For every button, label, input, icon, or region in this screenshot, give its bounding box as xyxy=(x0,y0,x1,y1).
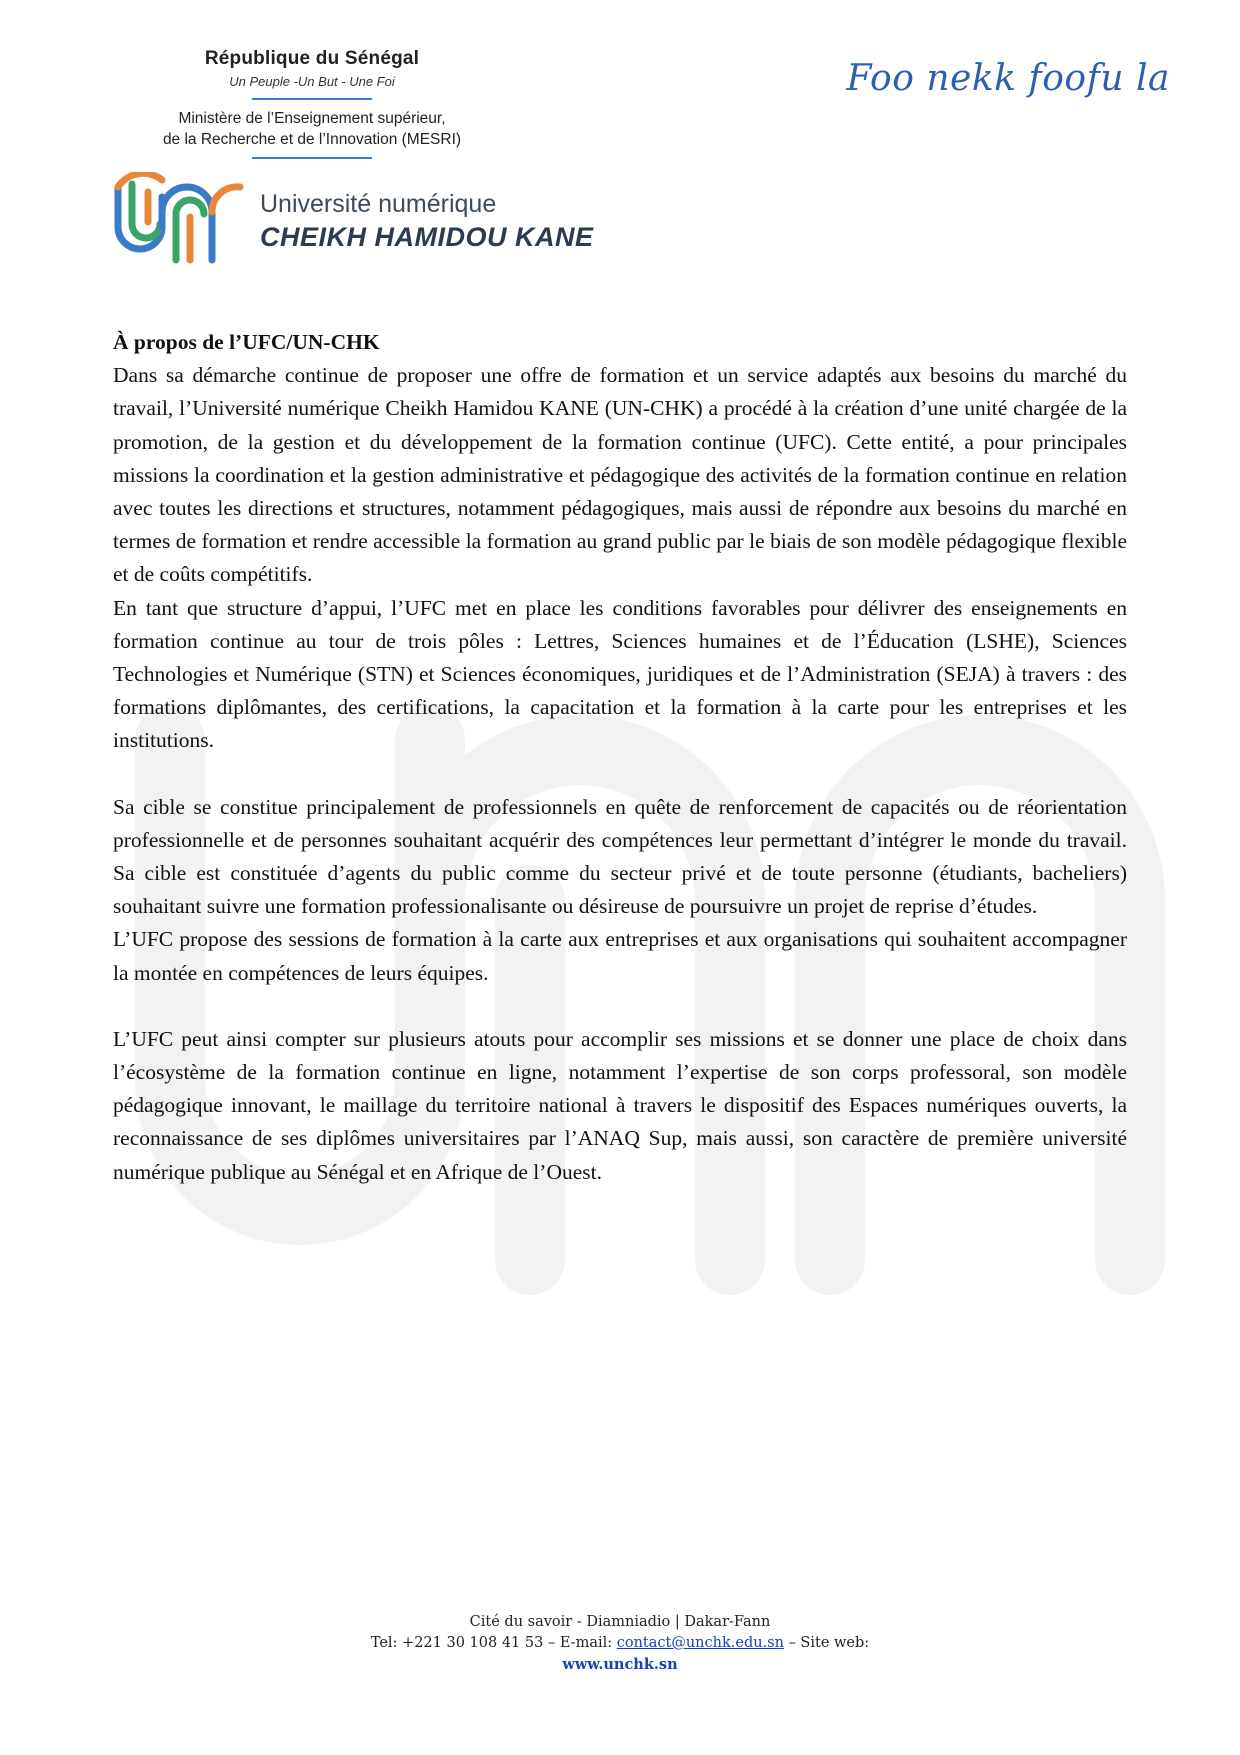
ministry-line-1: Ministère de l’Enseignement supérieur, xyxy=(178,110,446,127)
footer-email-link[interactable]: contact@unchk.edu.sn xyxy=(616,1635,784,1651)
footer-website-link[interactable]: www.unchk.sn xyxy=(562,1656,678,1673)
header-institution xyxy=(112,48,512,167)
paragraph: Dans sa démarche continue de proposer une offre de formation et un service adaptés aux besoins du marché du travail, l’Université numérique Cheikh Hamidou KANE (UN-CHK) a procédé à la création d’une unité chargée de la promotion, de la gestion et du développement de la formation continue (UFC). Cette entité, a pour principales missions la coordination et la gestion administrative et pédagogique des activités de la formation continue en relation avec toutes les directions et structures, notamment pédagogiques, mais aussi de répondre aux besoins du marché en termes de formation et rendre accessible la formation au grand public par le biais de son modèle pédagogique flexible et de coûts compétitifs. xyxy=(113,363,1127,587)
page-footer xyxy=(0,1612,1240,1675)
university-name-line-2: CHEIKH HAMIDOU KANE xyxy=(260,222,594,252)
slogan: Foo nekk foofu la xyxy=(846,58,1170,99)
paragraph-spacer xyxy=(113,758,1127,791)
paragraph: En tant que structure d’appui, l’UFC met en place les conditions favorables pour délivrer des enseignements en formation continue au tour de trois pôles : Lettres, Sciences humaines et de l’Éducation (LSHE), Sciences Technologies et Numérique (STN) et Sciences économiques, juridiques et de l’Administration (SEJA) à travers : des formations diplômantes, des certifications, la capacitation et la formation à la carte pour les entreprises et les institutions. xyxy=(113,595,1127,753)
republic-title: République du Sénégal xyxy=(204,48,420,69)
paragraph: Sa cible se constitue principalement de professionnels en quête de renforcement de capacités ou de réorientation professionnelle et de personnes souhaitant acquérir des compétences leur permettant d’intégrer le monde du travail. Sa cible est constituée d’agents du public comme du secteur privé et de toute personne (étudiants, bacheliers) souhaitant suivre une formation professionalisante ou désireuse de poursuivre un projet de reprise d’études. xyxy=(113,794,1127,919)
footer-tel: Tel: +221 30 108 41 53 – E-mail: xyxy=(370,1635,617,1651)
footer-site-label: – Site web: xyxy=(783,1635,870,1651)
university-name-line-1: Université numérique xyxy=(260,190,497,218)
paragraph: L’UFC propose des sessions de formation à la carte aux entreprises et aux organisations qui souhaitent accompagner la montée en compétences de leurs équipes. xyxy=(113,927,1127,985)
document-body xyxy=(113,326,1127,1189)
ministry-divider xyxy=(252,157,372,159)
header-divider xyxy=(252,98,372,100)
section-title: À propos de l’UFC/UN-CHK xyxy=(113,330,380,354)
un-chk-logo-icon xyxy=(110,172,250,272)
footer-contact-line xyxy=(0,1633,1240,1654)
ministry-line-2: de la Recherche et de l’Innovation (MESRI) xyxy=(162,131,462,148)
footer-address: Cité du savoir - Diamniadio | Dakar-Fann xyxy=(469,1614,771,1630)
paragraph: L’UFC peut ainsi compter sur plusieurs atouts pour accomplir ses missions et se donner une place de choix dans l’écosystème de la formation continue en ligne, notamment l’expertise de son corps professoral, son modèle pédagogique innovant, le maillage du territoire national à travers le dispositif des Espaces numériques ouverts, la reconnaissance de ses diplômes universitaires par l’ANAQ Sup, mais aussi, son caractère de première université numérique publique au Sénégal et en Afrique de l’Ouest. xyxy=(113,1026,1127,1184)
university-logo xyxy=(110,172,594,272)
paragraph-spacer xyxy=(113,990,1127,1023)
national-motto: Un Peuple -Un But - Une Foi xyxy=(229,74,395,89)
